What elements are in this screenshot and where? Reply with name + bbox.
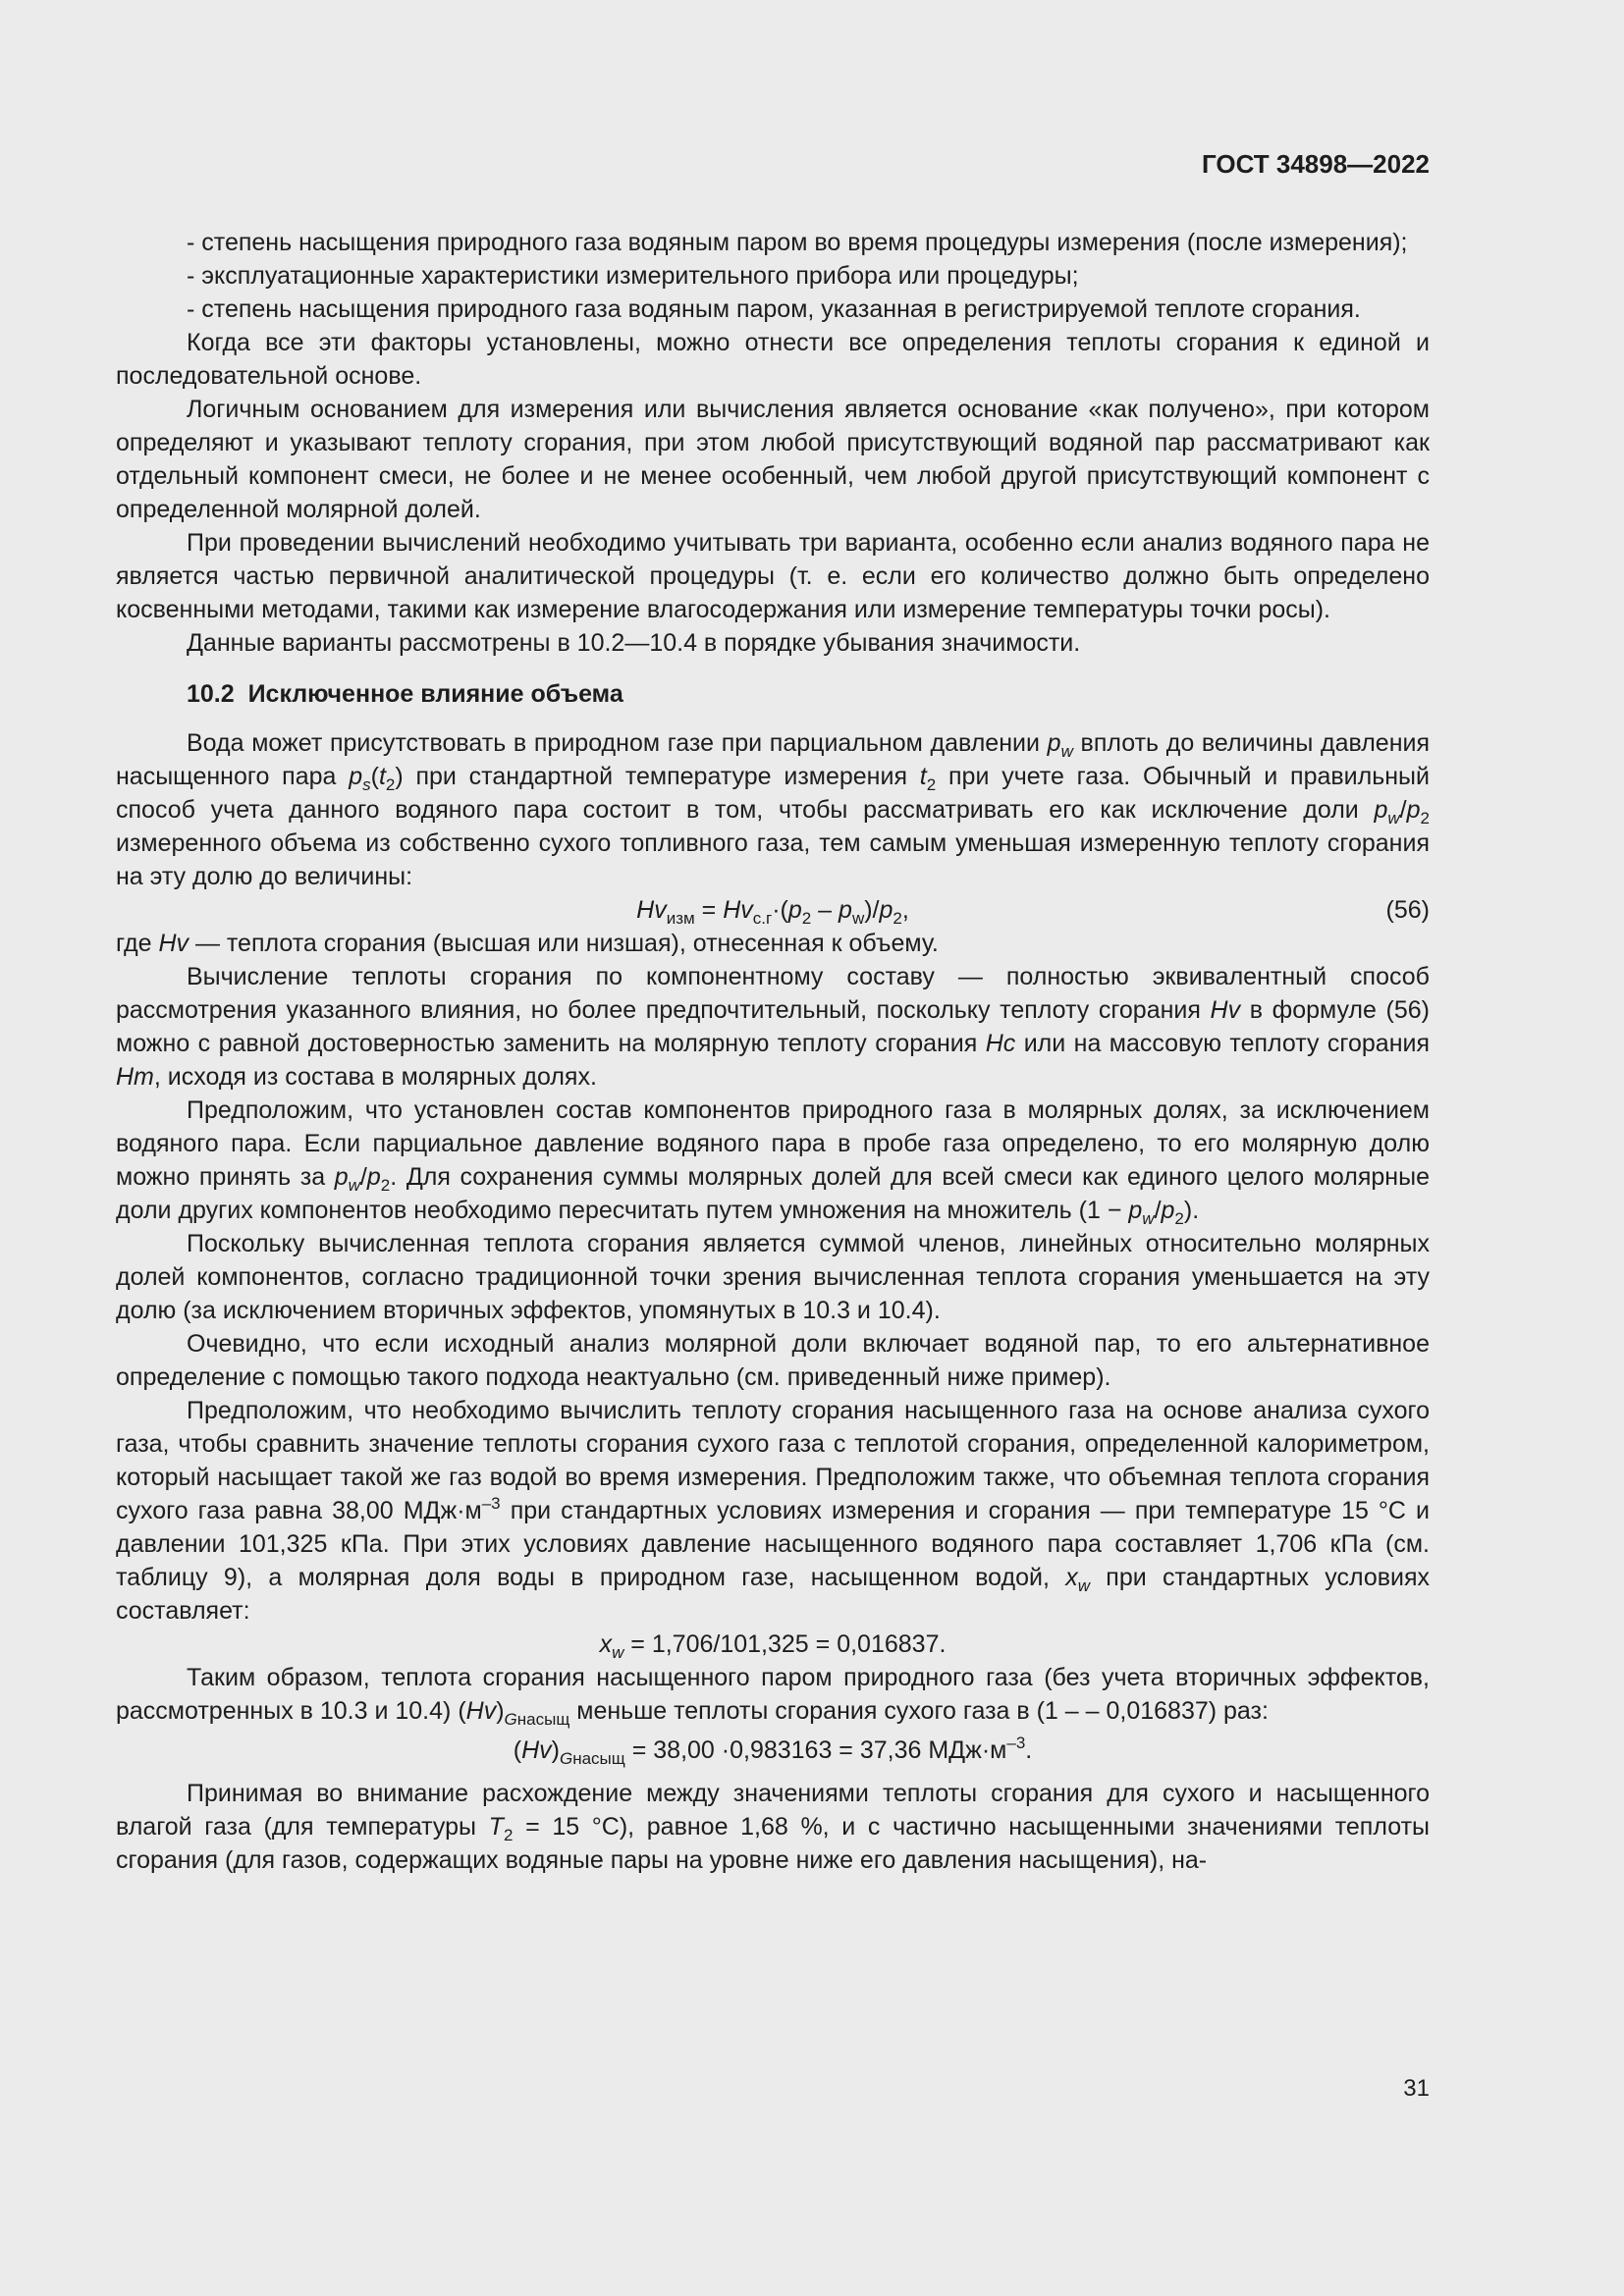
section-number: 10.2 <box>187 680 235 708</box>
paragraph: Логичным основанием для измерения или вычисления является основание «как получено», при котором определяют и указывают теплоту сгорания, при этом любой присутствующий водяной пар рассматривают как отдельный компонент смеси, не более и не менее особенный, чем любой другой присутствующий компонент с определенной молярной долей. <box>116 396 1430 523</box>
equation-xw: $x_w = 1,706/101,325 = 0,016837$. <box>599 1630 947 1662</box>
paragraph: Предположим, что необходимо вычислить теплоту сгорания насыщенного газа на основе анализа сухого газа, чтобы сравнить значение теплоты сгорания сухого газа с теплотой сгорания, определенной калориметром, который насыщает такой же газ водой во время измерения. Предположим также, что объемная теплота сгорания сухого газа равна 38,00 $МДж\cdot м^{-3}$ при стандартных условиях измерения и сгорания — при температуре 15 °С и давлении 101,325 кПа. При этих условиях давление насыщенного водяного пара составляет 1,706 кПа (см. таблицу 9), а молярная доля воды в природном газе, насыщенном водой, $x_w$ при стандартных условиях составляет: <box>116 1397 1431 1625</box>
paragraph: Предположим, что установлен состав компонентов природного газа в молярных долях, за исключением водяного пара. Если парциальное давление водяного пара в пробе газа определено, то его молярную долю можно принять за $p_w/p_2$. Для сохранения суммы молярных долей для всей смеси как единого целого молярные доли других компонентов необходимо пересчитать путем умножения на множитель $(1 - p_w/p_2)$. <box>116 1096 1430 1228</box>
paragraph: где Hv — теплота сгорания (высшая или низшая), отнесенная к объему. <box>116 930 939 957</box>
list-item: - степень насыщения природного газа водяным паром во время процедуры измерения (после измерения); <box>187 229 1408 256</box>
paragraph: Вода может присутствовать в природном газе при парциальном давлении $p_w$ вплоть до величины давления насыщенного пара $p_s(t_2)$ при стандартной температуре измерения $t_2$ при учете газа. Обычный и правильный способ учета данного водяного пара состоит в том, чтобы рассматривать его как исключение доли $p_w/p_2$ измеренного объема из собственно сухого топливного газа, тем самым уменьшая измеренную теплоту сгорания на эту долю до величины: <box>116 729 1431 890</box>
document-body <box>116 226 1430 1877</box>
section-title: Исключенное влияние объема <box>247 680 623 708</box>
list-item: - эксплуатационные характеристики измерительного прибора или процедуры; <box>187 262 1079 290</box>
paragraph: Таким образом, теплота сгорания насыщенного паром природного газа (без учета вторичных эффектов, рассмотренных в 10.3 и 10.4) $(Hv)_{Gнасыщ}$ меньше теплоты сгорания сухого газа в (1 – – 0,016837) раз: <box>116 1664 1430 1729</box>
list-item: - степень насыщения природного газа водяным паром, указанная в регистрируемой теплоте сгорания. <box>187 295 1361 323</box>
paragraph: Вычисление теплоты сгорания по компонентному составу — полностью эквивалентный способ рассмотрения указанного влияния, но более предпочтительный, поскольку теплоту сгорания Hv в формуле (56) можно с равной достоверностью заменить на молярную теплоту сгорания Hc или на массовую теплоту сгорания Hm, исходя из состава в молярных долях. <box>116 963 1430 1091</box>
section-heading <box>187 677 1430 711</box>
paragraph: Принимая во внимание расхождение между значениями теплоты сгорания для сухого и насыщенного влагой газа (для температуры $T_2 = 15$ °С), равное 1,68 %, и с частично насыщенными значениями теплоты сгорания (для газов, содержащих водяные пары на уровне ниже его давления насыщения), на- <box>116 1780 1430 1874</box>
equation-number: (56) <box>1385 896 1430 924</box>
document-header: ГОСТ 34898—2022 <box>1202 149 1430 179</box>
paragraph: Когда все эти факторы установлены, можно отнести все определения теплоты сгорания к единой и последовательной основе. <box>116 329 1430 390</box>
page-number: 31 <box>1403 2075 1430 2102</box>
paragraph: При проведении вычислений необходимо учитывать три варианта, особенно если анализ водяного пара не является частью первичной аналитической процедуры (т. е. если его количество должно быть определено косвенными методами, такими как измерение влагосодержания или измерение температуры точки росы). <box>116 529 1430 623</box>
equation-56: $Hv_{изм} = Hv_{с.г}\cdot(p_2 - p_w)/p_2$, (56) <box>116 893 1430 927</box>
paragraph: Данные варианты рассмотрены в 10.2—10.4 в порядке убывания значимости. <box>187 629 1081 657</box>
paragraph: Очевидно, что если исходный анализ молярной доли включает водяной пар, то его альтернативное определение с помощью такого подхода неактуально (см. приведенный ниже пример). <box>116 1330 1430 1391</box>
equation-saturated: $(Hv)_{Gнасыщ} = 38,00 \cdot 0,983163 = 37,36$ $МДж\cdot м^{-3}$. <box>513 1734 1033 1768</box>
paragraph: Поскольку вычисленная теплота сгорания является суммой членов, линейных относительно молярных долей компонентов, согласно традиционной точки зрения вычисленная теплота сгорания уменьшается на эту долю (за исключением вторичных эффектов, упомянутых в 10.3 и 10.4). <box>116 1230 1430 1324</box>
